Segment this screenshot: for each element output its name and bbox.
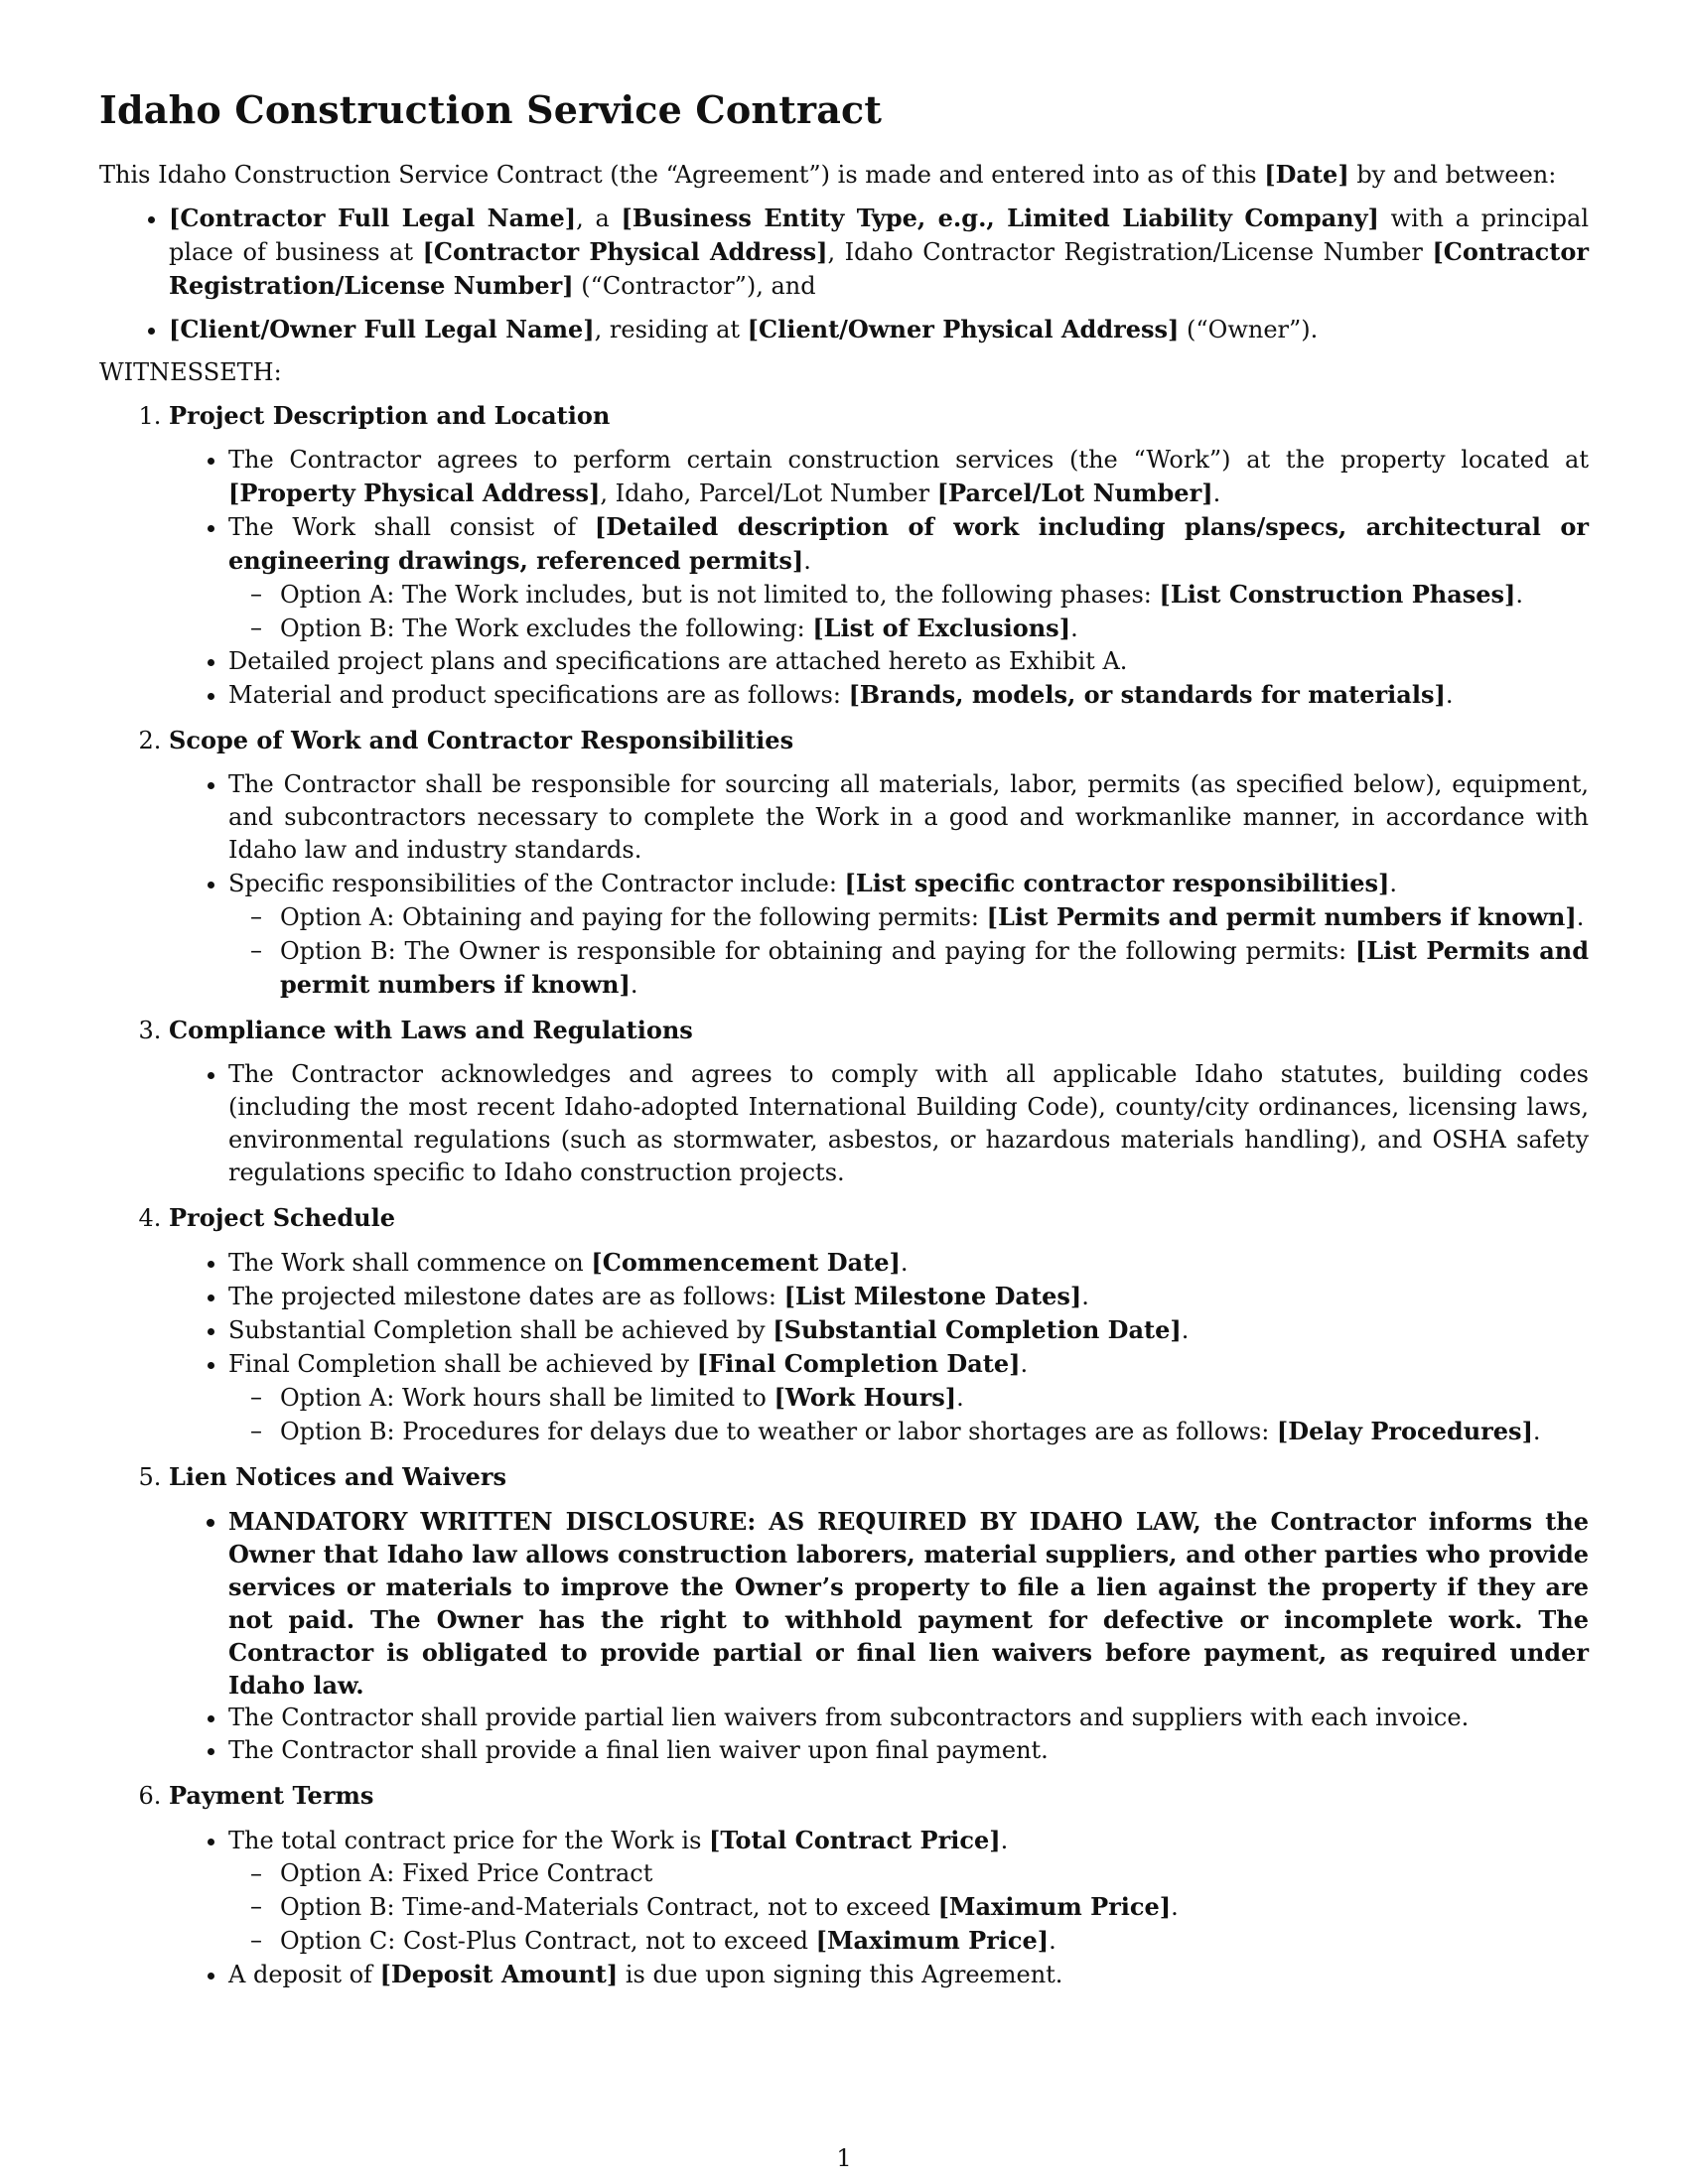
list-item <box>228 510 1589 645</box>
text: A deposit of <box>228 1961 380 1988</box>
text: Option B: Procedures for delays due to weather or labor shortages are as follows: <box>280 1418 1277 1445</box>
owner-party <box>169 313 1589 346</box>
section-title: 4. Project Schedule <box>169 1203 395 1232</box>
text: Option A: Obtaining and paying for the following permits: <box>280 903 987 931</box>
materials-field: [Brands, models, or standards for materials] <box>848 680 1446 709</box>
date-field: [Date] <box>1264 160 1349 189</box>
list-item: • The Contractor acknowledges and agrees to comply with all applicable Idaho statutes, building codes (including the most recent Idaho-adopted International Building Code), county/city ordinances, licensing laws, environmental regulations (such as stormwater, asbestos, or hazardous materials handling), and OSHA safety regulations specific to Idaho construction projects. <box>228 1058 1589 1189</box>
work-description-field: [Detailed description of work including plans/specs, architectural or engineering drawings, referenced permits] <box>228 512 1589 575</box>
contractor-address-field: [Contractor Physical Address] <box>422 237 828 266</box>
list-item: • Detailed project plans and specifications are attached hereto as Exhibit A. <box>228 645 1589 678</box>
option-item <box>280 1890 1589 1924</box>
section-items <box>169 1246 1589 1448</box>
options-list <box>228 900 1589 1002</box>
text: (“Owner”). <box>1179 316 1319 343</box>
text: . <box>1515 581 1524 609</box>
option-item <box>280 1415 1589 1448</box>
maximum-price-field: [Maximum Price] <box>937 1892 1172 1921</box>
contractor-party <box>169 202 1589 303</box>
phases-field: [List Construction Phases] <box>1159 580 1516 609</box>
option-item: – Option A: Fixed Price Contract <box>280 1857 1589 1890</box>
option-item <box>280 578 1589 612</box>
document-title: Idaho Construction Service Contract <box>99 87 883 132</box>
parties-list <box>99 202 1589 346</box>
total-price-field: [Total Contract Price] <box>709 1826 1001 1854</box>
text: , a <box>576 205 622 232</box>
option-item <box>280 1381 1589 1415</box>
entity-type-field: [Business Entity Type, e.g., Limited Liability Company] <box>621 204 1379 232</box>
text: The Work shall consist of <box>228 513 595 541</box>
text: . <box>1576 903 1585 931</box>
section-items <box>169 1505 1589 1767</box>
responsibilities-field: [List specific contractor responsibilities] <box>844 869 1390 897</box>
text: Option B: The Work excludes the following: <box>280 614 813 642</box>
list-item <box>228 1958 1589 1991</box>
list-item: • The Contractor shall provide partial lien waivers from subcontractors and suppliers with each invoice. <box>228 1702 1589 1734</box>
options-list <box>228 578 1589 645</box>
text: . <box>1049 1927 1056 1955</box>
work-hours-field: [Work Hours] <box>774 1383 957 1412</box>
options-list <box>228 1381 1589 1448</box>
list-item <box>228 444 1589 510</box>
text: (“Contractor”), and <box>573 272 816 300</box>
property-address-field: [Property Physical Address] <box>228 478 601 507</box>
text: . <box>1389 870 1398 897</box>
text: . <box>1070 614 1078 642</box>
substantial-completion-field: [Substantial Completion Date] <box>773 1315 1182 1344</box>
text: . <box>630 971 638 999</box>
text: . <box>1081 1283 1089 1310</box>
section-items <box>169 444 1589 712</box>
text: Substantial Completion shall be achieved by <box>228 1316 774 1344</box>
text: . <box>1445 681 1454 709</box>
section-3 <box>169 1014 1589 1189</box>
contract-page <box>99 87 1589 2003</box>
list-item <box>228 1313 1589 1347</box>
option-item <box>280 900 1589 934</box>
license-number-field: [Contractor Registration/License Number] <box>169 237 1589 300</box>
section-title: 5. Lien Notices and Waivers <box>169 1462 507 1491</box>
exclusions-field: [List of Exclusions] <box>812 614 1071 642</box>
owner-address-field: [Client/Owner Physical Address] <box>747 315 1180 343</box>
text: Material and product specifications are as follows: <box>228 681 849 709</box>
section-1 <box>169 399 1589 712</box>
text: . <box>1000 1827 1009 1854</box>
section-title: 2. Scope of Work and Contractor Responsibilities <box>169 726 794 754</box>
option-item <box>280 934 1589 1002</box>
text: . <box>803 547 811 575</box>
section-items <box>169 1824 1589 1991</box>
contractor-name-field: [Contractor Full Legal Name] <box>169 204 577 232</box>
options-list <box>228 1857 1589 1958</box>
text: . <box>1181 1316 1190 1344</box>
maximum-price-field: [Maximum Price] <box>815 1926 1050 1955</box>
text: . <box>1532 1418 1541 1445</box>
text: The Work shall commence on <box>228 1249 592 1277</box>
section-items <box>169 768 1589 1002</box>
delay-procedures-field: [Delay Procedures] <box>1276 1417 1533 1445</box>
text: Option B: The Owner is responsible for obtaining and paying for the following permits: <box>280 937 1355 965</box>
text: , residing at <box>594 316 748 343</box>
list-item <box>228 867 1589 1002</box>
section-items <box>169 1058 1589 1189</box>
text: The total contract price for the Work is <box>228 1827 710 1854</box>
milestone-dates-field: [List Milestone Dates] <box>783 1282 1082 1310</box>
text: . <box>956 1384 964 1412</box>
text: , Idaho Contractor Registration/License Number <box>827 238 1433 266</box>
text: The Contractor agrees to perform certain construction services (the “Work”) at the property located at <box>228 446 1589 474</box>
text: . <box>1020 1350 1029 1378</box>
list-item: • The Contractor shall be responsible for sourcing all materials, labor, permits (as specified below), equipment, and subcontractors necessary to complete the Work in a good and workmanlike manner, in accordance with Idaho law and industry standards. <box>228 768 1589 867</box>
parcel-number-field: [Parcel/Lot Number] <box>936 478 1213 507</box>
list-item <box>228 1824 1589 1958</box>
witnesseth-heading: WITNESSETH: <box>99 358 282 386</box>
deposit-amount-field: [Deposit Amount] <box>379 1960 619 1988</box>
text: with a principal place of business at <box>169 205 1590 266</box>
section-5 <box>169 1460 1589 1767</box>
section-title: 3. Compliance with Laws and Regulations <box>169 1016 693 1044</box>
text: is due upon signing this Agreement. <box>618 1961 1063 1988</box>
owner-name-field: [Client/Owner Full Legal Name] <box>169 315 595 343</box>
text: . <box>900 1249 909 1277</box>
intro-paragraph <box>99 158 1589 192</box>
section-6 <box>169 1779 1589 1991</box>
text: Option A: Work hours shall be limited to <box>280 1384 774 1412</box>
section-title: 1. Project Description and Location <box>169 401 611 430</box>
section-4 <box>169 1201 1589 1448</box>
list-item: • The Contractor shall provide a final lien waiver upon final payment. <box>228 1734 1589 1767</box>
mandatory-disclosure: • MANDATORY WRITTEN DISCLOSURE: AS REQUIRED BY IDAHO LAW, the Contractor informs the Owner that Idaho law allows construction laborers, material suppliers, and other parties who provide services or materials to improve the Owner’s property to file a lien against the property if they are not paid. The Owner has the right to withhold payment for defective or incomplete work. The Contractor is obligated to provide partial or final lien waivers before payment, as required under Idaho law. <box>228 1505 1589 1702</box>
permits-field: [List Permits and permit numbers if known] <box>280 936 1589 999</box>
list-item <box>228 1280 1589 1313</box>
section-title: 6. Payment Terms <box>169 1781 374 1810</box>
text: . <box>1171 1893 1179 1921</box>
intro-text: This Idaho Construction Service Contract (the “Agreement”) is made and entered into as of this <box>99 161 1265 189</box>
option-item <box>280 1924 1589 1958</box>
option-item <box>280 612 1589 645</box>
text: Final Completion shall be achieved by <box>228 1350 697 1378</box>
text: Specific responsibilities of the Contractor include: <box>228 870 845 897</box>
list-item <box>228 678 1589 712</box>
text: Option B: Time-and-Materials Contract, not to exceed <box>280 1893 938 1921</box>
text: , Idaho, Parcel/Lot Number <box>600 479 937 507</box>
text: . <box>1212 479 1221 507</box>
intro-text-end: by and between: <box>1348 161 1557 189</box>
commencement-date-field: [Commencement Date] <box>591 1248 901 1277</box>
list-item <box>228 1347 1589 1448</box>
sections-list <box>99 399 1589 1991</box>
text: Option C: Cost-Plus Contract, not to exceed <box>280 1927 816 1955</box>
text: Option A: The Work includes, but is not limited to, the following phases: <box>280 581 1160 609</box>
permits-field: [List Permits and permit numbers if known] <box>986 902 1577 931</box>
final-completion-field: [Final Completion Date] <box>696 1349 1021 1378</box>
text: The projected milestone dates are as follows: <box>228 1283 784 1310</box>
list-item <box>228 1246 1589 1280</box>
section-2 <box>169 724 1589 1002</box>
page-number: 1 <box>836 2144 852 2172</box>
